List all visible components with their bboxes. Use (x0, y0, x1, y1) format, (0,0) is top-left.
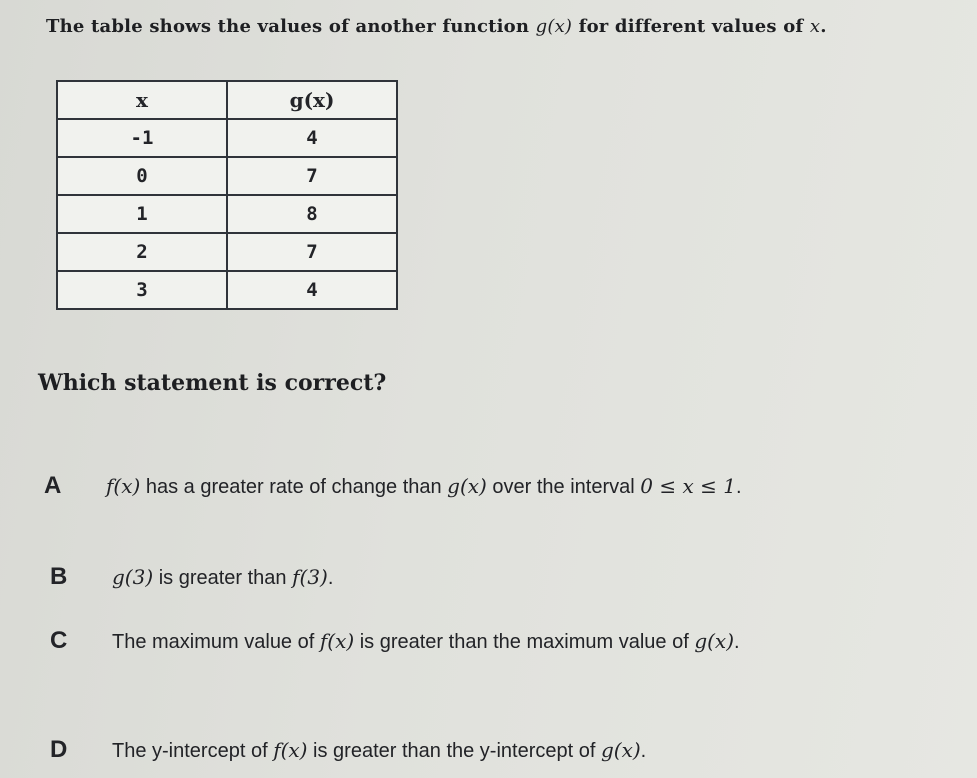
table-row (57, 157, 397, 195)
option-c[interactable] (50, 627, 740, 655)
option-text: . (640, 740, 647, 762)
option-text: . (734, 631, 740, 653)
option-letter: D (50, 736, 68, 763)
option-letter: C (50, 627, 68, 654)
math: f(x) (273, 738, 308, 762)
option-d[interactable] (50, 736, 646, 764)
option-text: . (735, 476, 742, 498)
option-letter: B (50, 563, 68, 590)
math: g(3) (112, 565, 154, 589)
option-b[interactable] (50, 563, 333, 591)
math: g(x) (447, 474, 487, 498)
option-letter: A (44, 472, 62, 499)
math: f(x) (106, 474, 141, 498)
option-text: over the interval (486, 476, 641, 498)
math: f(x) (319, 629, 355, 653)
option-text: is greater than the maximum value of (354, 631, 695, 653)
cell-g: 4 (227, 271, 397, 309)
intro-text (46, 16, 827, 37)
option-text: . (327, 567, 334, 589)
option-text: is greater than (153, 567, 293, 589)
header-x: x (57, 81, 227, 119)
cell-x: 3 (57, 271, 227, 309)
cell-x: -1 (57, 119, 227, 157)
option-a[interactable] (44, 472, 742, 500)
intro-end: . (820, 16, 827, 37)
cell-x: 2 (57, 233, 227, 271)
cell-x: 0 (57, 157, 227, 195)
intro-prefix: The table shows the values of another function (46, 16, 536, 37)
math: f(3) (292, 565, 328, 589)
cell-g: 7 (227, 157, 397, 195)
intro-suffix: for different values of (572, 16, 810, 37)
table-row (57, 119, 397, 157)
option-text: is greater than the y-intercept of (307, 740, 601, 762)
option-text: The maximum value of (112, 631, 320, 653)
cell-g: 4 (227, 119, 397, 157)
table-row (57, 195, 397, 233)
cell-x: 1 (57, 195, 227, 233)
table-row (57, 271, 397, 309)
math: 0 ≤ x ≤ 1 (640, 474, 736, 498)
option-text: The y-intercept of (112, 740, 274, 762)
cell-g: 7 (227, 233, 397, 271)
question-text: Which statement is correct? (38, 370, 387, 396)
values-table (56, 80, 398, 310)
table-header-row (57, 81, 397, 119)
cell-g: 8 (227, 195, 397, 233)
math: g(x) (600, 738, 641, 762)
option-text: has a greater rate of change than (140, 476, 448, 498)
intro-variable: x (809, 16, 821, 37)
intro-function: g(x) (535, 16, 573, 37)
table-row (57, 233, 397, 271)
math: g(x) (694, 629, 734, 653)
header-g: g(x) (227, 81, 397, 119)
